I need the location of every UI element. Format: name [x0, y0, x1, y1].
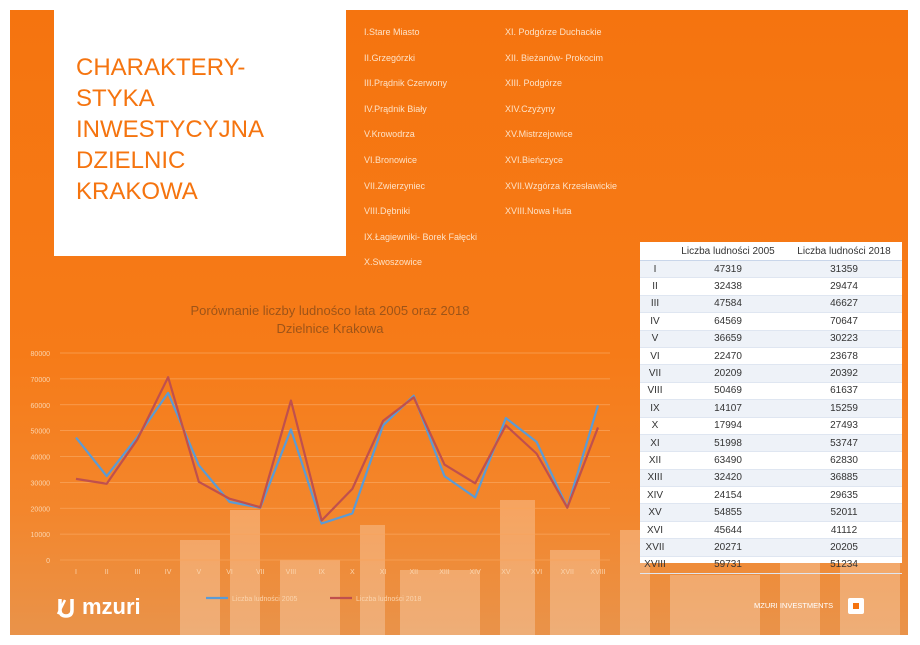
y-tick-label: 80000: [30, 351, 50, 358]
title-line-1: CHARAKTERY-: [76, 54, 246, 81]
table-cell-district: II: [640, 278, 670, 295]
table-cell-2018: 27493: [786, 417, 902, 434]
district-item: XVII.Wzgórza Krzesławickie: [505, 180, 618, 191]
table-cell-2005: 47584: [670, 295, 786, 312]
x-tick-label: I: [75, 569, 77, 576]
slide: [10, 10, 908, 635]
table-cell-district: IX: [640, 400, 670, 417]
y-tick-label: 30000: [30, 480, 50, 488]
table-cell-2018: 30223: [786, 330, 902, 347]
x-tick-label: III: [134, 569, 141, 576]
x-tick-label: XI: [379, 569, 387, 576]
table-cell-2005: 32420: [670, 469, 786, 486]
y-tick-label: 10000: [30, 532, 50, 540]
table-cell-district: III: [640, 295, 670, 312]
x-tick-label: VIII: [285, 569, 297, 576]
x-tick-label: XVI: [530, 569, 543, 576]
table-cell-district: XI: [640, 434, 670, 451]
x-tick-label: XVIII: [590, 569, 606, 576]
table-cell-2005: 14107: [670, 400, 786, 417]
x-tick-label: IX: [318, 569, 325, 576]
chart-subtitle-text: Dzielnice Krakowa: [276, 321, 384, 336]
legend-label: Liczba ludności 2005: [232, 596, 298, 603]
table-cell-district: X: [640, 417, 670, 434]
table-cell-district: VI: [640, 347, 670, 364]
table-cell-district: IV: [640, 313, 670, 330]
table-cell-2005: 64569: [670, 313, 786, 330]
y-tick-label: 60000: [30, 402, 50, 410]
district-item: XVIII.Nowa Huta: [505, 206, 572, 217]
chart-title-text: Porównanie liczby ludnośco lata 2005 oraz 2018: [190, 303, 470, 318]
table-cell-2018: 46627: [786, 295, 902, 312]
table-cell-2018: 20392: [786, 365, 902, 382]
table-cell-district: V: [640, 330, 670, 347]
x-tick-label: IV: [164, 569, 172, 576]
x-tick-label: XII: [409, 569, 419, 576]
district-item: XI. Podgórze Duchackie: [505, 27, 602, 37]
table-cell-2018: 23678: [786, 347, 902, 364]
y-tick-label: 70000: [30, 376, 50, 384]
table-cell-2018: 52011: [786, 504, 902, 521]
district-item: VI.Bronowice: [364, 155, 418, 165]
table-cell-district: XVI: [640, 521, 670, 538]
table-cell-2018: 36885: [786, 469, 902, 486]
district-item: VII.Zwierzyniec: [364, 180, 426, 191]
table-cell-2005: 22470: [670, 347, 786, 364]
table-cell-2018: 29474: [786, 278, 902, 295]
district-item: XVI.Bieńczyce: [505, 155, 564, 165]
table-cell-2005: 50469: [670, 382, 786, 399]
district-item: XIV.Czyżyny: [505, 103, 556, 114]
x-tick-label: XIII: [439, 569, 450, 576]
table-cell-2018: 41112: [786, 521, 902, 538]
district-item: I.Stare Miasto: [364, 27, 420, 37]
table-cell-2005: 59731: [670, 556, 786, 573]
x-tick-label: V: [196, 569, 202, 576]
table-cell-district: I: [640, 261, 670, 278]
table-cell-district: XIV: [640, 487, 670, 504]
table-cell-2018: 20205: [786, 539, 902, 556]
x-tick-label: XV: [501, 569, 511, 576]
x-tick-label: VII: [255, 569, 265, 576]
title-line-5: KRAKOWA: [76, 178, 198, 205]
district-item: XIII. Podgórze: [505, 78, 563, 89]
x-tick-label: X: [350, 569, 355, 576]
table-cell-2018: 53747: [786, 434, 902, 451]
table-header-2018: Liczba ludności 2018: [786, 242, 902, 261]
table-cell-2018: 15259: [786, 400, 902, 417]
footer-company-text: MZURI INVESTMENTS: [754, 601, 834, 610]
table-cell-district: VIII: [640, 382, 670, 399]
district-item: V.Krowodrza: [364, 129, 415, 140]
table-cell-2018: 31359: [786, 261, 902, 278]
table-cell-2005: 24154: [670, 487, 786, 504]
y-tick-label: 0: [46, 558, 50, 565]
district-item: II.Grzegórzki: [364, 52, 416, 63]
district-item: IX.Łagiewniki- Borek Fałęcki: [364, 231, 478, 242]
table-cell-2005: 54855: [670, 504, 786, 521]
mzuri-logo: [56, 594, 141, 620]
title-line-3: INWESTYCYJNA: [76, 116, 265, 143]
table-cell-2005: 17994: [670, 417, 786, 434]
table-cell-2005: 47319: [670, 261, 786, 278]
x-tick-label: VI: [226, 569, 233, 576]
table-header-2005: Liczba ludności 2005: [670, 242, 786, 261]
table-cell-2018: 61637: [786, 382, 902, 399]
table-cell-district: XIII: [640, 469, 670, 486]
line-chart: [10, 10, 908, 635]
table-cell-2005: 63490: [670, 452, 786, 469]
table-cell-2005: 45644: [670, 521, 786, 538]
district-item: XII. Bieżanów- Prokocim: [505, 52, 604, 63]
y-tick-label: 20000: [30, 506, 50, 514]
table-cell-district: VII: [640, 365, 670, 382]
table-cell-2018: 51234: [786, 556, 902, 573]
table-cell-2018: 70647: [786, 313, 902, 330]
table-cell-2005: 36659: [670, 330, 786, 347]
table-cell-2005: 32438: [670, 278, 786, 295]
table-cell-district: XVII: [640, 539, 670, 556]
footer-square-icon: [848, 598, 864, 614]
logo-text: mzuri: [82, 594, 141, 619]
table-cell-2018: 62830: [786, 452, 902, 469]
title-line-4: DZIELNIC: [76, 147, 186, 174]
district-item: XV.Mistrzejowice: [505, 129, 573, 140]
district-item: VIII.Dębniki: [364, 206, 411, 217]
table-cell-district: XVIII: [640, 556, 670, 573]
x-tick-label: XIV: [469, 569, 481, 576]
table-cell-2005: 20271: [670, 539, 786, 556]
table-cell-district: XII: [640, 452, 670, 469]
mzuri-logo-icon: [56, 596, 76, 618]
x-tick-label: II: [104, 569, 109, 576]
y-tick-label: 50000: [30, 428, 50, 436]
district-item: IV.Prądnik Biały: [364, 103, 427, 114]
legend-label: Liczba ludności 2018: [356, 596, 422, 603]
y-tick-label: 40000: [30, 454, 50, 462]
table-cell-district: XV: [640, 504, 670, 521]
district-item: III.Prądnik Czerwony: [364, 78, 448, 89]
x-tick-label: XVII: [560, 569, 574, 576]
title-line-2: STYKA: [76, 85, 155, 112]
table-cell-2005: 20209: [670, 365, 786, 382]
table-cell-2018: 29635: [786, 487, 902, 504]
table-cell-2005: 51998: [670, 434, 786, 451]
series-line-2018: [76, 377, 598, 520]
district-item: X.Swoszowice: [364, 257, 423, 268]
